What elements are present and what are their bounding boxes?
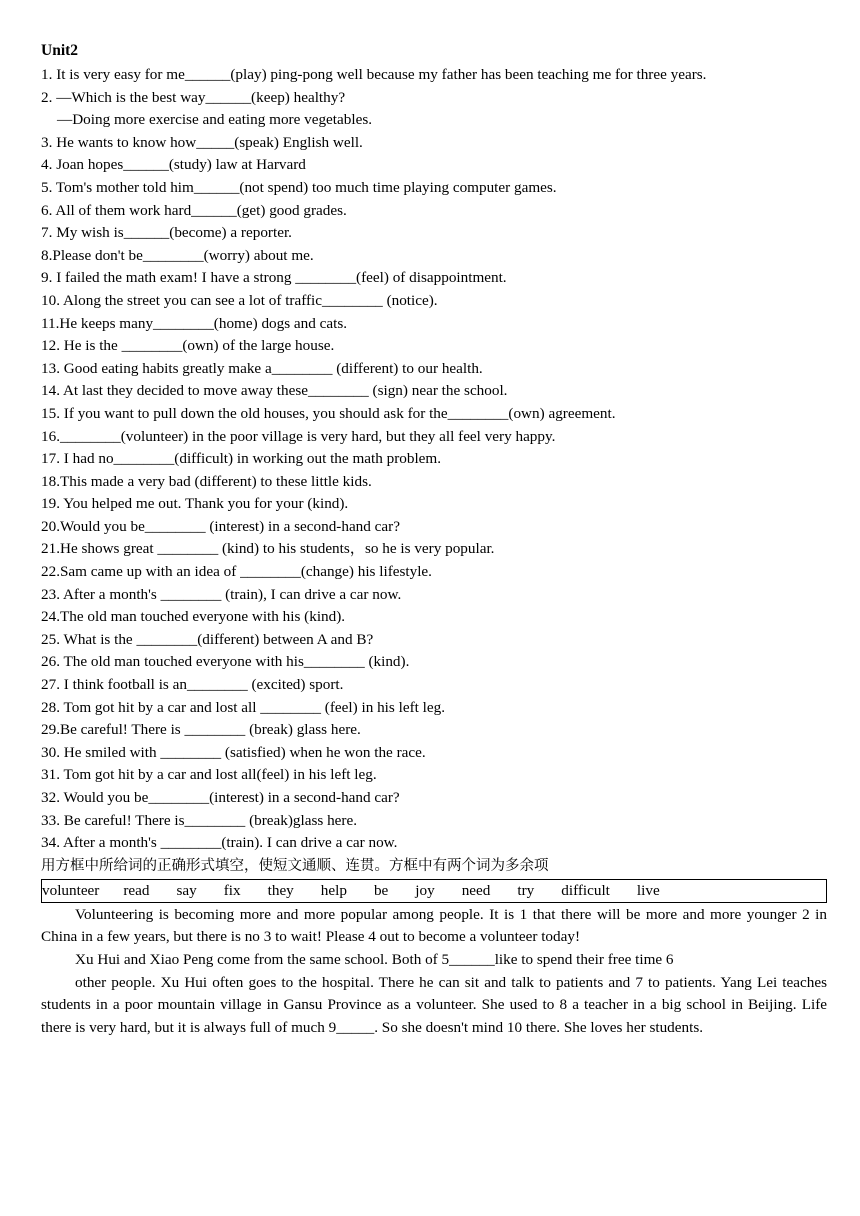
worksheet: [41, 40, 827, 1039]
question-34: 34. After a month's ________(train). I can drive a car now.: [41, 834, 398, 852]
question-33: 33. Be careful! There is________ (break)glass here.: [41, 811, 358, 829]
word-box-item: live: [636, 881, 660, 899]
word-box-item: joy: [415, 881, 435, 899]
question-6: 6. All of them work hard______(get) good grades.: [41, 201, 347, 219]
cloze-instruction: 用方框中所给词的正确形式填空，使短文通顺、连贯。方框中有两个词为多余项: [41, 857, 549, 874]
question-32: 32. Would you be________(interest) in a second-hand car?: [41, 789, 400, 806]
word-box-item: need: [461, 881, 491, 899]
question-7: 7. My wish is______(become) a reporter.: [41, 224, 292, 242]
question-2: 2. —Which is the best way______(keep) healthy?: [41, 88, 346, 106]
question-24: 24.The old man touched everyone with his (kind).: [41, 608, 346, 626]
question-25: 25. What is the ________(different) between A and B?: [41, 630, 374, 648]
word-box-item: be: [373, 881, 389, 899]
word-box-item: they: [267, 881, 294, 899]
question-26: 26. The old man touched everyone with his________ (kind).: [41, 653, 410, 671]
passage-paragraph-1: Volunteering is becoming more and more popular among people. It is 1 that there will be more and more younger 2 in China in a few years, but there is no 3 to wait! Please 4 out to become a volunteer today!: [41, 905, 827, 946]
question-15: 15. If you want to pull down the old houses, you should ask for the________(own) agreement.: [41, 404, 616, 422]
unit-title: Unit2: [41, 42, 79, 59]
question-18: 18.This made a very bad (different) to these little kids.: [41, 472, 372, 490]
passage-paragraph-2: Xu Hui and Xiao Peng come from the same school. Both of 5______like to spend their free time 6: [75, 950, 674, 968]
word-box-item: read: [123, 881, 150, 899]
question-12: 12. He is the ________(own) of the large house.: [41, 337, 335, 355]
question-27: 27. I think football is an________ (excited) sport.: [41, 676, 344, 694]
question-29: 29.Be careful! There is ________ (break) glass here.: [41, 721, 361, 739]
question-1: 1. It is very easy for me______(play) ping-pong well because my father has been teaching me for three years.: [41, 66, 707, 83]
question-20: 20.Would you be________ (interest) in a second-hand car?: [41, 517, 400, 535]
question-23: 23. After a month's ________ (train), I can drive a car now.: [41, 585, 402, 603]
word-box-item: difficult: [561, 881, 610, 899]
question-11: 11.He keeps many________(home) dogs and cats.: [41, 314, 348, 332]
word-box-item: try: [517, 881, 535, 899]
question-9: 9. I failed the math exam! I have a strong ________(feel) of disappointment.: [41, 269, 507, 287]
question-10: 10. Along the street you can see a lot of traffic________ (notice).: [41, 291, 438, 309]
word-box-item: fix: [223, 881, 241, 899]
question-13: 13. Good eating habits greatly make a________ (different) to our health.: [41, 359, 483, 377]
question-22: 22.Sam came up with an idea of ________(change) his lifestyle.: [41, 563, 432, 581]
question-17: 17. I had no________(difficult) in working out the math problem.: [41, 450, 442, 468]
question-2-answer: —Doing more exercise and eating more vegetables.: [57, 111, 373, 129]
word-box-item: say: [176, 881, 197, 899]
question-5: 5. Tom's mother told him______(not spend) too much time playing computer games.: [41, 178, 557, 196]
question-30: 30. He smiled with ________ (satisfied) when he won the race.: [41, 743, 426, 761]
question-19: 19. You helped me out. Thank you for your (kind).: [41, 495, 349, 513]
word-box: [41, 879, 827, 903]
question-4: 4. Joan hopes______(study) law at Harvard: [41, 156, 306, 174]
cloze-passage: [41, 904, 827, 1040]
word-box-item: help: [320, 881, 347, 899]
question-16: 16.________(volunteer) in the poor village is very hard, but they all feel very happy.: [41, 427, 556, 445]
question-8: 8.Please don't be________(worry) about me.: [41, 246, 314, 264]
question-14: 14. At last they decided to move away these________ (sign) near the school.: [41, 382, 508, 400]
question-21: 21.He shows great ________ (kind) to his students，so he is very popular.: [41, 540, 495, 558]
word-box-item: volunteer: [42, 881, 100, 899]
question-28: 28. Tom got hit by a car and lost all ________ (feel) in his left leg.: [41, 698, 445, 716]
question-3: 3. He wants to know how_____(speak) English well.: [41, 133, 363, 151]
passage-paragraph-3: other people. Xu Hui often goes to the hospital. There he can sit and talk to patients and 7 to patients. Yang Lei teaches students in a poor mountain village in Gansu Province as a volunteer. She used to 8 a teacher in a big school in Beijing. Life there is very hard, but it is always full of much 9_____. So she doesn't mind 10 there. She loves her students.: [41, 973, 827, 1036]
question-31: 31. Tom got hit by a car and lost all(feel) in his left leg.: [41, 766, 377, 784]
